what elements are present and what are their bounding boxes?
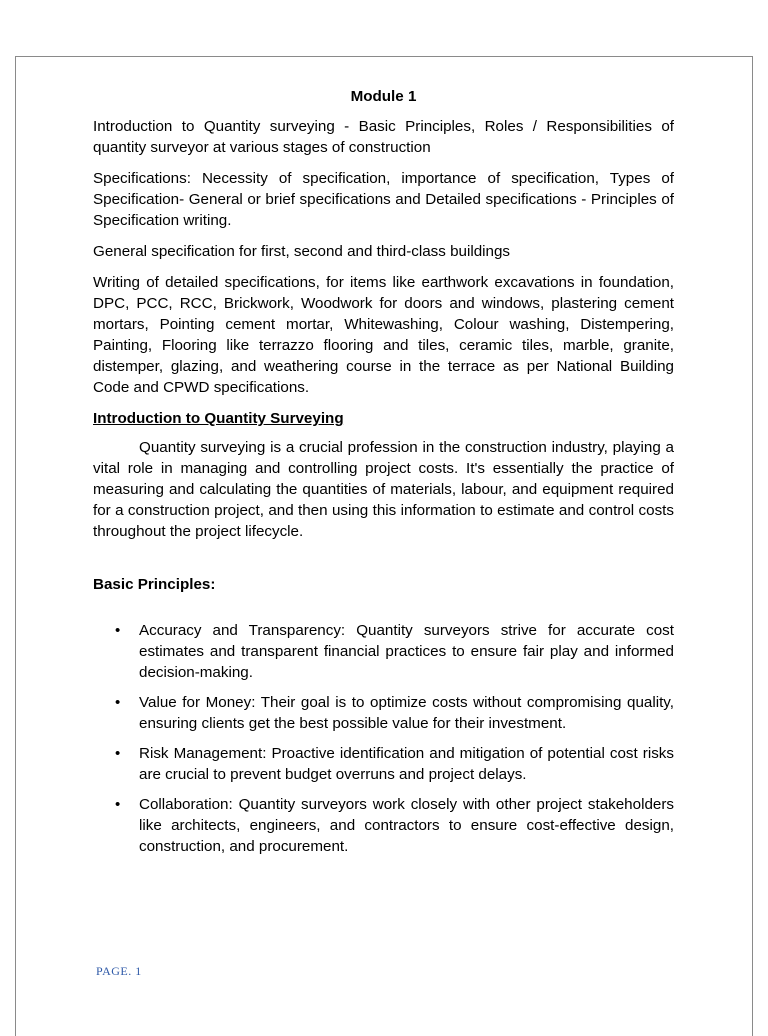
principles-list (93, 620, 674, 857)
module-title: Module 1 (350, 88, 417, 105)
syllabus-paragraph: Specifications: Necessity of specification, importance of specification, Types of Specification- General or brief specifications and Detailed specifications - Principles of Specification writing. (93, 170, 674, 229)
document-body (93, 86, 674, 866)
page-number: PAGE. 1 (96, 964, 142, 978)
list-item (93, 620, 674, 683)
intro-heading: Introduction to Quantity Surveying (93, 410, 344, 427)
syllabus-paragraph: Writing of detailed specifications, for items like earthwork excavations in foundation, DPC, PCC, RCC, Brickwork, Woodwork for doors and windows, plastering cement mortars, Pointing cement mortar, Whitewashing, Colour washing, Distempering, Painting, Flooring like terrazzo flooring and tiles, ceramic tiles, marble, granite, distemper, glazing, and weathering course in the terrace as per National Building Code and CPWD specifications. (93, 274, 674, 396)
list-item (93, 743, 674, 785)
list-item (93, 692, 674, 734)
syllabus-paragraph: General specification for first, second and third-class buildings (93, 243, 511, 260)
syllabus-paragraph: Introduction to Quantity surveying - Basic Principles, Roles / Responsibilities of quantity surveyor at various stages of construction (93, 118, 674, 156)
bullet-icon: • (115, 745, 121, 762)
bullet-icon: • (115, 694, 121, 711)
bullet-icon: • (115, 796, 121, 813)
list-item-text: Collaboration: Quantity surveyors work closely with other project stakeholders like architects, engineers, and contractors to ensure cost-effective design, construction, and procurement. (139, 796, 674, 855)
bullet-icon: • (115, 622, 121, 639)
list-item-text: Value for Money: Their goal is to optimize costs without compromising quality, ensuring clients get the best possible value for their investment. (139, 694, 674, 732)
list-item-text: Risk Management: Proactive identification and mitigation of potential cost risks are crucial to prevent budget overruns and project delays. (139, 745, 674, 783)
list-item (93, 794, 674, 857)
intro-paragraph: Quantity surveying is a crucial profession in the construction industry, playing a vital role in managing and controlling project costs. It's essentially the practice of measuring and calculating the quantities of materials, labour, and equipment required for a construction project, and then using this information to estimate and control costs throughout the project lifecycle. (93, 439, 674, 540)
list-item-text: Accuracy and Transparency: Quantity surveyors strive for accurate cost estimates and transparent financial practices to ensure fair play and informed decision-making. (139, 622, 674, 681)
principles-heading: Basic Principles: (93, 576, 216, 593)
